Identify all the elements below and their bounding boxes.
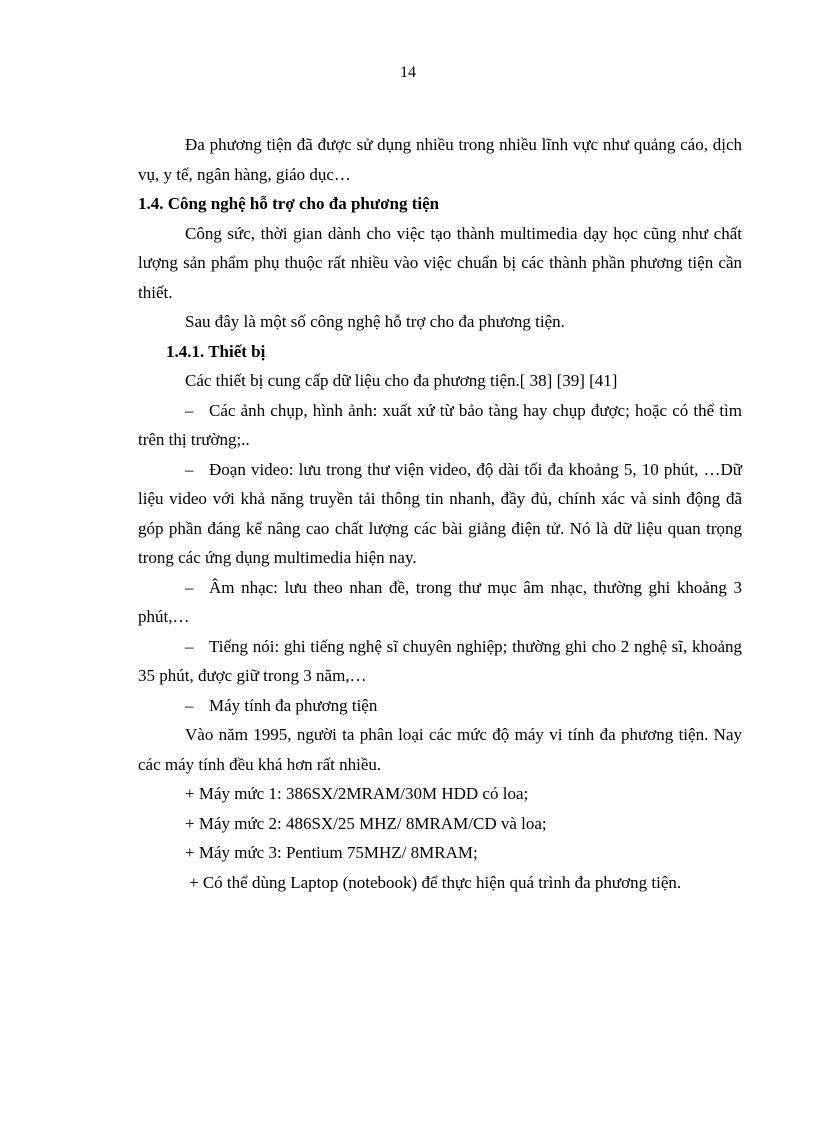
dash-marker: – [185,636,194,656]
plus-list-item: + Máy mức 1: 386SX/2MRAM/30M HDD có loa; [185,784,529,803]
section-paragraph-1: Công sức, thời gian dành cho việc tạo thành multimedia dạy học cũng như chất lượng sản phẩm phụ thuộc rất nhiều vào việc chuẩn bị các thành phần phương tiện cần thiết. [138,223,742,302]
dash-list-item [138,396,742,455]
document-body [138,130,742,897]
dash-marker: – [185,695,194,715]
plus-list-item: + Có thể dùng Laptop (notebook) để thực hiện quá trình đa phương tiện. [189,872,682,892]
dash-list-item [138,632,742,691]
intro-paragraph: Đa phương tiện đã được sử dụng nhiều trong nhiều lĩnh vực như quảng cáo, dịch vụ, y tế, ngân hàng, giáo dục… [138,135,742,184]
dash-list-item [138,455,742,573]
subsection-heading: 1.4.1. Thiết bị [166,341,266,361]
dash-list-item [138,573,742,632]
plus-list-item: + Máy mức 2: 486SX/25 MHZ/ 8MRAM/CD và loa; [185,813,547,833]
dash-item-text: Các ảnh chụp, hình ảnh: xuất xứ từ bảo tàng hay chụp được; hoặc có thể tìm trên thị trường;.. [138,400,742,449]
dash-list-item [138,691,742,721]
dash-item-text: Máy tính đa phương tiện [209,695,378,715]
dash-marker: – [185,459,194,479]
dash-item-text: Âm nhạc: lưu theo nhan đề, trong thư mục âm nhạc, thường ghi khoảng 3 phút,… [138,577,742,626]
computers-paragraph: Vào năm 1995, người ta phân loại các mức độ máy vi tính đa phương tiện. Nay các máy tính đều khá hơn rất nhiều. [138,725,742,774]
dash-item-text: Đoạn video: lưu trong thư viện video, độ dài tối đa khoảng 5, 10 phút, …Dữ liệu video với khả năng truyền tải thông tin nhanh, đầy đủ, chính xác và sinh động đã góp phần đáng kể nâng cao chất lượng các bài giảng điện tử. Nó là dữ liệu quan trọng trong các ứng dụng multimedia hiện nay. [138,459,742,567]
subsection-paragraph-1: Các thiết bị cung cấp dữ liệu cho đa phương tiện.[ 38] [39] [41] [185,371,618,390]
dash-marker: – [185,400,194,420]
section-heading: 1.4. Công nghệ hỗ trợ cho đa phương tiện [138,194,440,213]
section-paragraph-2: Sau đây là một số công nghệ hỗ trợ cho đa phương tiện. [185,312,565,331]
dash-item-text: Tiếng nói: ghi tiếng nghệ sĩ chuyên nghiệp; thường ghi cho 2 nghệ sĩ, khoảng 35 phút, được giữ trong 3 năm,… [138,636,742,685]
dash-marker: – [185,577,194,597]
page-number: 14 [400,64,416,81]
plus-list-item: + Máy mức 3: Pentium 75MHZ/ 8MRAM; [185,843,478,862]
